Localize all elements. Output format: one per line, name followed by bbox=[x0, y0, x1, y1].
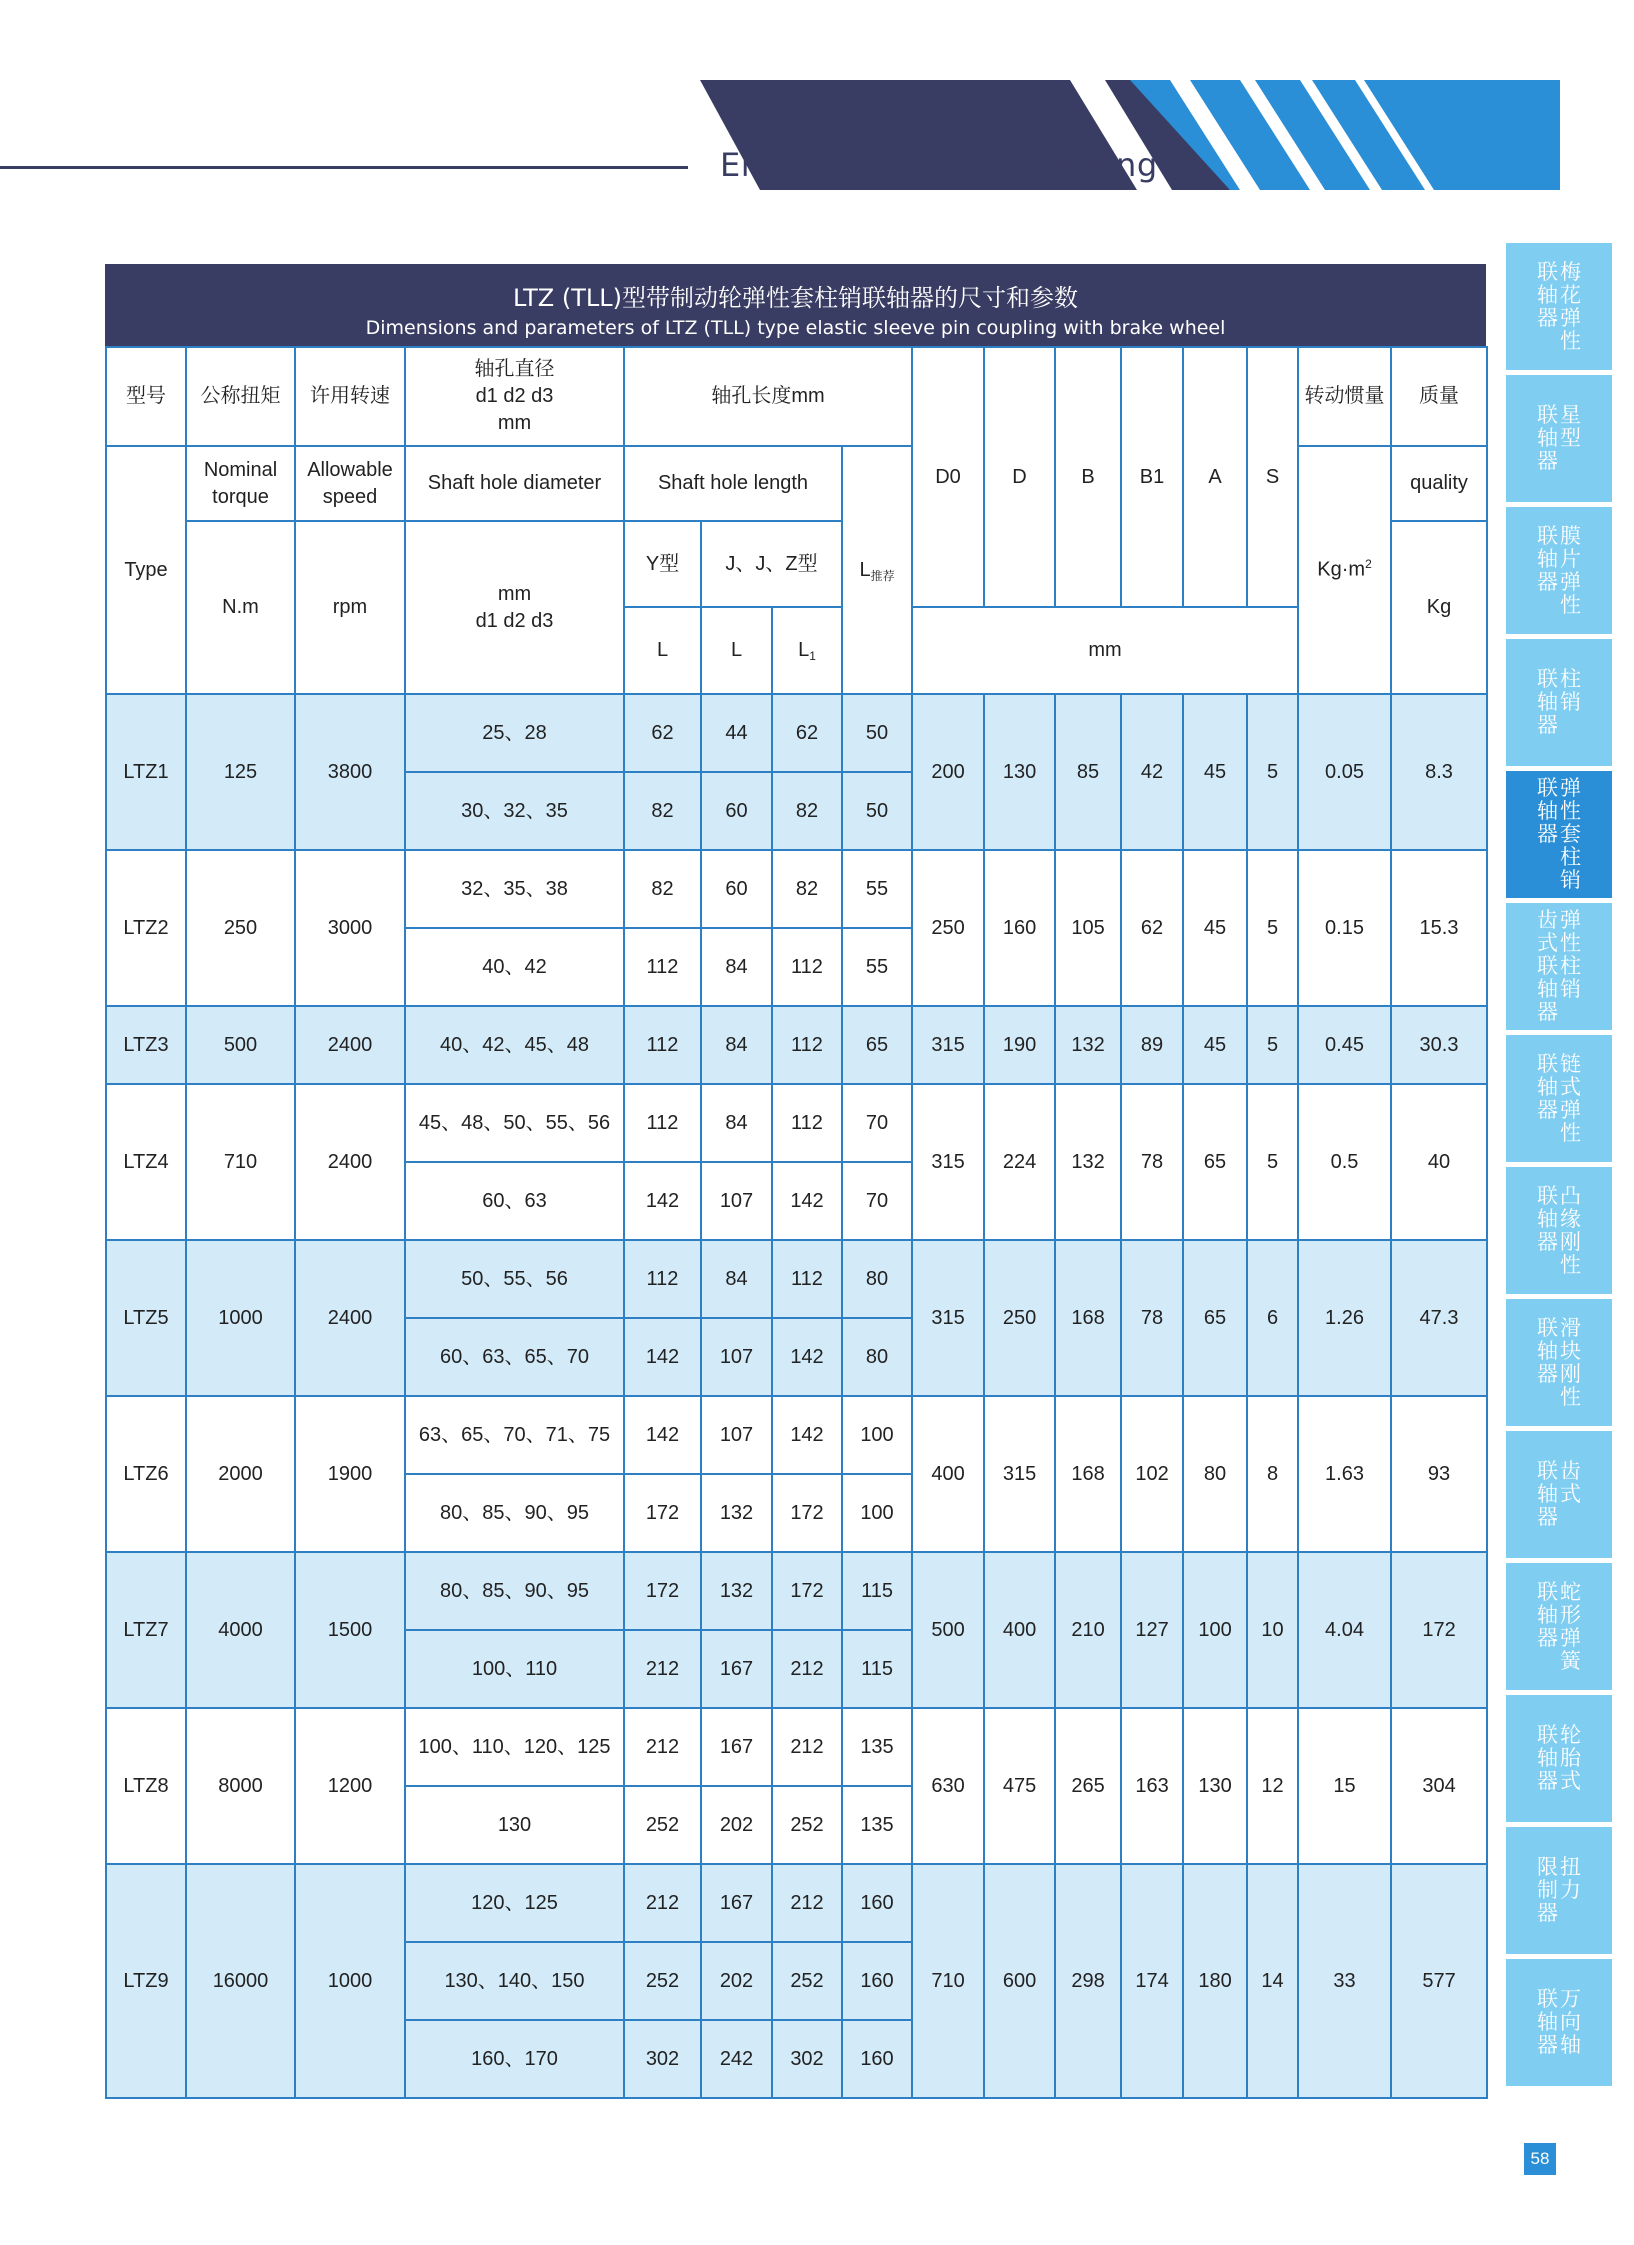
cell-a: 45 bbox=[1183, 694, 1247, 850]
hdr-inertia-unit bbox=[1298, 446, 1391, 694]
sidebar-item-label: 星 型 bbox=[1560, 403, 1581, 450]
table-row bbox=[106, 1396, 1487, 1474]
cell-b: 132 bbox=[1055, 1084, 1121, 1240]
cell-j-l: 167 bbox=[701, 1630, 772, 1708]
spec-table-container bbox=[105, 264, 1486, 2099]
sidebar-item-label: 联 轴 器 bbox=[1537, 1183, 1558, 1254]
sidebar-item-3[interactable] bbox=[1506, 507, 1612, 634]
cell-l-rec: 65 bbox=[842, 1006, 912, 1084]
sidebar-item-label: 联 轴 器 bbox=[1537, 1459, 1558, 1529]
hdr-S: S bbox=[1247, 347, 1298, 607]
cell-l-rec: 55 bbox=[842, 928, 912, 1006]
cell-l-rec: 135 bbox=[842, 1786, 912, 1864]
cell-j-l: 202 bbox=[701, 1786, 772, 1864]
cell-torque: 2000 bbox=[186, 1396, 295, 1552]
cell-mass: 8.3 bbox=[1391, 694, 1487, 850]
hdr-shaft-dia-en: Shaft hole diameter bbox=[405, 446, 624, 521]
cell-j-l: 84 bbox=[701, 1084, 772, 1162]
table-title-en: Dimensions and parameters of LTZ (TLL) type elastic sleeve pin coupling with brake wheel bbox=[365, 317, 1226, 339]
sidebar-item-label: 弹 性 套 柱 销 bbox=[1560, 776, 1581, 892]
cell-inertia: 0.15 bbox=[1298, 850, 1391, 1006]
cell-d0: 315 bbox=[912, 1006, 984, 1084]
cell-type: LTZ7 bbox=[106, 1552, 186, 1708]
cell-b: 298 bbox=[1055, 1864, 1121, 2098]
cell-speed: 2400 bbox=[295, 1240, 405, 1396]
cell-d: 400 bbox=[984, 1552, 1055, 1708]
sidebar-item-label: 万 向 轴 bbox=[1560, 1987, 1581, 2057]
table-row bbox=[106, 1240, 1487, 1318]
cell-y-l: 112 bbox=[624, 1006, 701, 1084]
cell-inertia: 1.63 bbox=[1298, 1396, 1391, 1552]
hdr-D: D bbox=[984, 347, 1055, 607]
cell-d0: 315 bbox=[912, 1240, 984, 1396]
hdr-j-L1-sub: 1 bbox=[809, 649, 816, 663]
cell-shaft-dia: 130 bbox=[405, 1786, 624, 1864]
cell-shaft-dia: 25、28 bbox=[405, 694, 624, 772]
cell-a: 130 bbox=[1183, 1708, 1247, 1864]
cell-l-rec: 80 bbox=[842, 1240, 912, 1318]
cell-inertia: 15 bbox=[1298, 1708, 1391, 1864]
cell-l-rec: 115 bbox=[842, 1552, 912, 1630]
cell-y-l: 252 bbox=[624, 1786, 701, 1864]
cell-l-rec: 70 bbox=[842, 1084, 912, 1162]
cell-speed: 2400 bbox=[295, 1084, 405, 1240]
cell-j-l1: 112 bbox=[772, 1006, 842, 1084]
hdr-shaft-dia-zh-label: 轴孔直径 bbox=[474, 358, 555, 380]
cell-j-l: 132 bbox=[701, 1552, 772, 1630]
sidebar-item-label: 联 轴 器 bbox=[1537, 259, 1558, 330]
cell-j-l1: 142 bbox=[772, 1318, 842, 1396]
cell-y-l: 212 bbox=[624, 1708, 701, 1786]
cell-a: 80 bbox=[1183, 1396, 1247, 1552]
cell-speed: 1500 bbox=[295, 1552, 405, 1708]
sidebar-item-4[interactable] bbox=[1506, 639, 1612, 766]
cell-mass: 40 bbox=[1391, 1084, 1487, 1240]
cell-j-l: 242 bbox=[701, 2020, 772, 2098]
cell-j-l1: 172 bbox=[772, 1474, 842, 1552]
cell-s: 5 bbox=[1247, 850, 1298, 1006]
cell-b: 168 bbox=[1055, 1396, 1121, 1552]
hdr-inertia-unit-main: Kg·m bbox=[1317, 558, 1366, 581]
cell-j-l: 167 bbox=[701, 1864, 772, 1942]
cell-y-l: 82 bbox=[624, 850, 701, 928]
cell-a: 65 bbox=[1183, 1084, 1247, 1240]
cell-b: 105 bbox=[1055, 850, 1121, 1006]
sidebar-item-label: 联 轴 器 bbox=[1537, 1315, 1558, 1386]
cell-shaft-dia: 100、110 bbox=[405, 1630, 624, 1708]
cell-l-rec: 80 bbox=[842, 1318, 912, 1396]
cell-b: 168 bbox=[1055, 1240, 1121, 1396]
hdr-mass-unit: Kg bbox=[1391, 521, 1487, 694]
sidebar-item-5[interactable] bbox=[1506, 771, 1612, 898]
cell-d: 250 bbox=[984, 1240, 1055, 1396]
cell-y-l: 142 bbox=[624, 1318, 701, 1396]
cell-y-l: 142 bbox=[624, 1162, 701, 1240]
cell-shaft-dia: 60、63、65、70 bbox=[405, 1318, 624, 1396]
cell-y-l: 302 bbox=[624, 2020, 701, 2098]
hdr-l-rec-main: L bbox=[859, 558, 871, 581]
cell-l-rec: 50 bbox=[842, 772, 912, 850]
sidebar-item-label: 梅 花 弹 性 bbox=[1560, 259, 1581, 353]
cell-shaft-dia: 120、125 bbox=[405, 1864, 624, 1942]
cell-j-l: 84 bbox=[701, 1240, 772, 1318]
cell-mass: 304 bbox=[1391, 1708, 1487, 1864]
cell-shaft-dia: 30、32、35 bbox=[405, 772, 624, 850]
sidebar-item-label: 扭 力 bbox=[1560, 1855, 1581, 1902]
cell-shaft-dia: 130、140、150 bbox=[405, 1942, 624, 2020]
cell-b1: 163 bbox=[1121, 1708, 1183, 1864]
cell-b1: 89 bbox=[1121, 1006, 1183, 1084]
hdr-shaft-len-zh: 轴孔长度mm bbox=[624, 347, 912, 446]
cell-l-rec: 100 bbox=[842, 1396, 912, 1474]
cell-torque: 1000 bbox=[186, 1240, 295, 1396]
hdr-A: A bbox=[1183, 347, 1247, 607]
cell-b1: 78 bbox=[1121, 1240, 1183, 1396]
sidebar-item-10[interactable] bbox=[1506, 1431, 1612, 1558]
cell-j-l1: 252 bbox=[772, 1942, 842, 2020]
cell-shaft-dia: 50、55、56 bbox=[405, 1240, 624, 1318]
cell-s: 5 bbox=[1247, 1006, 1298, 1084]
cell-torque: 710 bbox=[186, 1084, 295, 1240]
hdr-mass-en: quality bbox=[1391, 446, 1487, 521]
sidebar-item-label: 链 式 弹 性 bbox=[1560, 1051, 1581, 1145]
page-number: 58 bbox=[1524, 2143, 1556, 2175]
hdr-torque-zh: 公称扭矩 bbox=[186, 347, 295, 446]
cell-j-l: 167 bbox=[701, 1708, 772, 1786]
cell-type: LTZ8 bbox=[106, 1708, 186, 1864]
cell-d0: 200 bbox=[912, 694, 984, 850]
cell-torque: 250 bbox=[186, 850, 295, 1006]
hdr-shaft-dia-symbol: d1 d2 d3 bbox=[475, 385, 554, 407]
cell-j-l1: 142 bbox=[772, 1396, 842, 1474]
cell-type: LTZ3 bbox=[106, 1006, 186, 1084]
table-title-zh: LTZ (TLL)型带制动轮弹性套柱销联轴器的尺寸和参数 bbox=[513, 284, 1078, 312]
cell-b1: 78 bbox=[1121, 1084, 1183, 1240]
cell-j-l1: 112 bbox=[772, 928, 842, 1006]
cell-b: 265 bbox=[1055, 1708, 1121, 1864]
cell-j-l: 107 bbox=[701, 1162, 772, 1240]
hdr-j-L: L bbox=[701, 607, 772, 694]
cell-b1: 174 bbox=[1121, 1864, 1183, 2098]
cell-mass: 172 bbox=[1391, 1552, 1487, 1708]
sidebar-item-label: 齿 式 联 轴 器 bbox=[1537, 908, 1558, 1024]
cell-l-rec: 160 bbox=[842, 1942, 912, 2020]
cell-d0: 500 bbox=[912, 1552, 984, 1708]
cell-a: 100 bbox=[1183, 1552, 1247, 1708]
hdr-y-type: Y型 bbox=[624, 521, 701, 607]
cell-j-l1: 302 bbox=[772, 2020, 842, 2098]
cell-type: LTZ4 bbox=[106, 1084, 186, 1240]
sidebar-item-label: 联 轴 器 bbox=[1537, 1987, 1558, 2057]
cell-s: 5 bbox=[1247, 1084, 1298, 1240]
cell-d: 600 bbox=[984, 1864, 1055, 2098]
table-row bbox=[106, 1864, 1487, 1942]
sidebar-item-label: 凸 缘 刚 性 bbox=[1560, 1183, 1581, 1277]
cell-y-l: 172 bbox=[624, 1474, 701, 1552]
cell-j-l: 107 bbox=[701, 1318, 772, 1396]
sidebar-item-label: 联 轴 器 bbox=[1537, 667, 1558, 737]
cell-l-rec: 70 bbox=[842, 1162, 912, 1240]
cell-l-rec: 115 bbox=[842, 1630, 912, 1708]
sidebar-item-label: 联 轴 器 bbox=[1537, 776, 1558, 846]
header-rule bbox=[0, 166, 688, 169]
cell-shaft-dia: 40、42 bbox=[405, 928, 624, 1006]
cell-b1: 102 bbox=[1121, 1396, 1183, 1552]
sidebar-item-label: 滑 块 刚 性 bbox=[1560, 1315, 1581, 1409]
cell-s: 8 bbox=[1247, 1396, 1298, 1552]
cell-b1: 62 bbox=[1121, 850, 1183, 1006]
cell-d: 224 bbox=[984, 1084, 1055, 1240]
cell-y-l: 112 bbox=[624, 928, 701, 1006]
cell-shaft-dia: 63、65、70、71、75 bbox=[405, 1396, 624, 1474]
hdr-shaft-dia-zh bbox=[405, 347, 624, 446]
cell-j-l: 44 bbox=[701, 694, 772, 772]
sidebar-item-label: 联 轴 器 bbox=[1537, 1723, 1558, 1793]
cell-y-l: 252 bbox=[624, 1942, 701, 2020]
table-row bbox=[106, 850, 1487, 928]
cell-shaft-dia: 40、42、45、48 bbox=[405, 1006, 624, 1084]
cell-speed: 1200 bbox=[295, 1708, 405, 1864]
spec-table bbox=[105, 346, 1488, 2099]
cell-type: LTZ2 bbox=[106, 850, 186, 1006]
cell-s: 10 bbox=[1247, 1552, 1298, 1708]
cell-speed: 3000 bbox=[295, 850, 405, 1006]
cell-j-l: 84 bbox=[701, 1006, 772, 1084]
sidebar-item-14[interactable] bbox=[1506, 1959, 1612, 2086]
sidebar-item-2[interactable] bbox=[1506, 375, 1612, 502]
table-row bbox=[106, 1084, 1487, 1162]
cell-l-rec: 50 bbox=[842, 694, 912, 772]
cell-y-l: 62 bbox=[624, 694, 701, 772]
cell-s: 6 bbox=[1247, 1240, 1298, 1396]
hdr-shaft-dia-unit: mm bbox=[497, 412, 532, 434]
hdr-speed-zh: 许用转速 bbox=[295, 347, 405, 446]
sidebar-item-12[interactable] bbox=[1506, 1695, 1612, 1822]
cell-type: LTZ6 bbox=[106, 1396, 186, 1552]
sidebar-item-label: 蛇 形 弹 簧 bbox=[1560, 1579, 1581, 1673]
cell-torque: 8000 bbox=[186, 1708, 295, 1864]
cell-mass: 577 bbox=[1391, 1864, 1487, 2098]
sidebar-item-label: 联 轴 器 bbox=[1537, 403, 1558, 473]
cell-j-l1: 62 bbox=[772, 694, 842, 772]
hdr-inertia-unit-sup: 2 bbox=[1365, 557, 1372, 572]
table-title-bar bbox=[105, 264, 1486, 346]
cell-j-l: 132 bbox=[701, 1474, 772, 1552]
cell-y-l: 142 bbox=[624, 1396, 701, 1474]
sidebar-item-label: 膜 片 弹 性 bbox=[1560, 523, 1581, 617]
cell-torque: 500 bbox=[186, 1006, 295, 1084]
cell-j-l: 60 bbox=[701, 850, 772, 928]
sidebar-item-label: 齿 式 bbox=[1560, 1459, 1581, 1506]
sidebar-item-label: 联 轴 器 bbox=[1537, 523, 1558, 594]
cell-d0: 710 bbox=[912, 1864, 984, 2098]
hdr-speed-unit: rpm bbox=[295, 521, 405, 694]
cell-j-l1: 212 bbox=[772, 1708, 842, 1786]
cell-y-l: 112 bbox=[624, 1084, 701, 1162]
cell-mass: 30.3 bbox=[1391, 1006, 1487, 1084]
cell-type: LTZ9 bbox=[106, 1864, 186, 2098]
cell-j-l1: 252 bbox=[772, 1786, 842, 1864]
cell-j-l: 84 bbox=[701, 928, 772, 1006]
cell-y-l: 112 bbox=[624, 1240, 701, 1318]
sidebar-item-label: 轮 胎 式 bbox=[1560, 1723, 1581, 1793]
cell-a: 180 bbox=[1183, 1864, 1247, 2098]
cell-j-l: 60 bbox=[701, 772, 772, 850]
hdr-speed-en: Allowable speed bbox=[295, 446, 405, 521]
cell-b1: 42 bbox=[1121, 694, 1183, 850]
cell-b: 210 bbox=[1055, 1552, 1121, 1708]
cell-l-rec: 55 bbox=[842, 850, 912, 928]
hdr-jz-type: J、J、Z型 bbox=[701, 521, 842, 607]
hdr-y-L: L bbox=[624, 607, 701, 694]
hdr-torque-en: Nominal torque bbox=[186, 446, 295, 521]
cell-s: 14 bbox=[1247, 1864, 1298, 2098]
cell-shaft-dia: 80、85、90、95 bbox=[405, 1552, 624, 1630]
cell-j-l: 202 bbox=[701, 1942, 772, 2020]
cell-j-l1: 82 bbox=[772, 850, 842, 928]
cell-j-l1: 112 bbox=[772, 1240, 842, 1318]
cell-speed: 3800 bbox=[295, 694, 405, 850]
sidebar-item-11[interactable] bbox=[1506, 1563, 1612, 1690]
cell-speed: 1900 bbox=[295, 1396, 405, 1552]
table-row bbox=[106, 1708, 1487, 1786]
cell-j-l1: 112 bbox=[772, 1084, 842, 1162]
hdr-shaft-dia-symbol-2: d1 d2 d3 bbox=[475, 609, 554, 632]
sidebar-item-label: 弹 性 柱 销 bbox=[1560, 908, 1581, 1001]
cell-shaft-dia: 100、110、120、125 bbox=[405, 1708, 624, 1786]
cell-d: 315 bbox=[984, 1396, 1055, 1552]
cell-j-l1: 172 bbox=[772, 1552, 842, 1630]
cell-d: 190 bbox=[984, 1006, 1055, 1084]
cell-a: 65 bbox=[1183, 1240, 1247, 1396]
sidebar-item-6[interactable] bbox=[1506, 903, 1612, 1030]
cell-d0: 630 bbox=[912, 1708, 984, 1864]
cell-a: 45 bbox=[1183, 1006, 1247, 1084]
hdr-mass-zh: 质量 bbox=[1391, 347, 1487, 446]
hdr-l-rec-sub: 推荐 bbox=[870, 568, 895, 583]
hdr-torque-unit: N.m bbox=[186, 521, 295, 694]
cell-inertia: 33 bbox=[1298, 1864, 1391, 2098]
header-title: Elastic sleeve pin coupling bbox=[720, 146, 1158, 184]
hdr-B: B bbox=[1055, 347, 1121, 607]
cell-inertia: 0.45 bbox=[1298, 1006, 1391, 1084]
cell-inertia: 0.05 bbox=[1298, 694, 1391, 850]
cell-inertia: 4.04 bbox=[1298, 1552, 1391, 1708]
cell-s: 12 bbox=[1247, 1708, 1298, 1864]
cell-j-l1: 212 bbox=[772, 1630, 842, 1708]
cell-mass: 15.3 bbox=[1391, 850, 1487, 1006]
cell-shaft-dia: 32、35、38 bbox=[405, 850, 624, 928]
sidebar-item-8[interactable] bbox=[1506, 1167, 1612, 1294]
sidebar-item-label: 限 制 器 bbox=[1537, 1855, 1558, 1925]
cell-mass: 93 bbox=[1391, 1396, 1487, 1552]
cell-torque: 125 bbox=[186, 694, 295, 850]
cell-d0: 250 bbox=[912, 850, 984, 1006]
cell-type: LTZ5 bbox=[106, 1240, 186, 1396]
table-row bbox=[106, 1006, 1487, 1084]
sidebar-item-7[interactable] bbox=[1506, 1035, 1612, 1162]
hdr-l-recommended bbox=[842, 446, 912, 694]
cell-inertia: 1.26 bbox=[1298, 1240, 1391, 1396]
cell-d0: 315 bbox=[912, 1084, 984, 1240]
sidebar-item-label: 联 轴 器 bbox=[1537, 1051, 1558, 1122]
cell-d: 160 bbox=[984, 850, 1055, 1006]
cell-l-rec: 135 bbox=[842, 1708, 912, 1786]
cell-inertia: 0.5 bbox=[1298, 1084, 1391, 1240]
cell-d0: 400 bbox=[912, 1396, 984, 1552]
category-sidebar bbox=[1506, 243, 1612, 2091]
cell-j-l1: 142 bbox=[772, 1162, 842, 1240]
hdr-type-en: Type bbox=[106, 446, 186, 694]
cell-speed: 2400 bbox=[295, 1006, 405, 1084]
cell-shaft-dia: 60、63 bbox=[405, 1162, 624, 1240]
cell-l-rec: 100 bbox=[842, 1474, 912, 1552]
cell-a: 45 bbox=[1183, 850, 1247, 1006]
hdr-model-zh: 型号 bbox=[106, 347, 186, 446]
hdr-j-L1-main: L bbox=[798, 639, 810, 661]
cell-b1: 127 bbox=[1121, 1552, 1183, 1708]
cell-l-rec: 160 bbox=[842, 1864, 912, 1942]
cell-y-l: 212 bbox=[624, 1630, 701, 1708]
hdr-shaft-dia-unit-cell bbox=[405, 521, 624, 694]
hdr-B1: B1 bbox=[1121, 347, 1183, 607]
sidebar-item-13[interactable] bbox=[1506, 1827, 1612, 1954]
cell-d: 475 bbox=[984, 1708, 1055, 1864]
cell-speed: 1000 bbox=[295, 1864, 405, 2098]
table-row bbox=[106, 1552, 1487, 1630]
sidebar-item-label: 柱 销 bbox=[1560, 667, 1581, 714]
cell-y-l: 82 bbox=[624, 772, 701, 850]
hdr-j-L1 bbox=[772, 607, 842, 694]
table-row bbox=[106, 694, 1487, 772]
cell-torque: 4000 bbox=[186, 1552, 295, 1708]
cell-b: 132 bbox=[1055, 1006, 1121, 1084]
cell-y-l: 172 bbox=[624, 1552, 701, 1630]
cell-b: 85 bbox=[1055, 694, 1121, 850]
cell-j-l1: 82 bbox=[772, 772, 842, 850]
cell-j-l1: 212 bbox=[772, 1864, 842, 1942]
cell-j-l: 107 bbox=[701, 1396, 772, 1474]
hdr-dims-unit: mm bbox=[912, 607, 1298, 694]
sidebar-item-label: 联 轴 器 bbox=[1537, 1579, 1558, 1650]
cell-d: 130 bbox=[984, 694, 1055, 850]
hdr-D0: D0 bbox=[912, 347, 984, 607]
sidebar-item-9[interactable] bbox=[1506, 1299, 1612, 1426]
hdr-shaft-len-en: Shaft hole length bbox=[624, 446, 842, 521]
cell-torque: 16000 bbox=[186, 1864, 295, 2098]
cell-l-rec: 160 bbox=[842, 2020, 912, 2098]
sidebar-item-1[interactable] bbox=[1506, 243, 1612, 370]
cell-shaft-dia: 160、170 bbox=[405, 2020, 624, 2098]
cell-s: 5 bbox=[1247, 694, 1298, 850]
cell-shaft-dia: 45、48、50、55、56 bbox=[405, 1084, 624, 1162]
cell-y-l: 212 bbox=[624, 1864, 701, 1942]
hdr-inertia-zh: 转动惯量 bbox=[1298, 347, 1391, 446]
hdr-shaft-dia-unit-2: mm bbox=[497, 582, 532, 605]
cell-mass: 47.3 bbox=[1391, 1240, 1487, 1396]
cell-shaft-dia: 80、85、90、95 bbox=[405, 1474, 624, 1552]
cell-type: LTZ1 bbox=[106, 694, 186, 850]
